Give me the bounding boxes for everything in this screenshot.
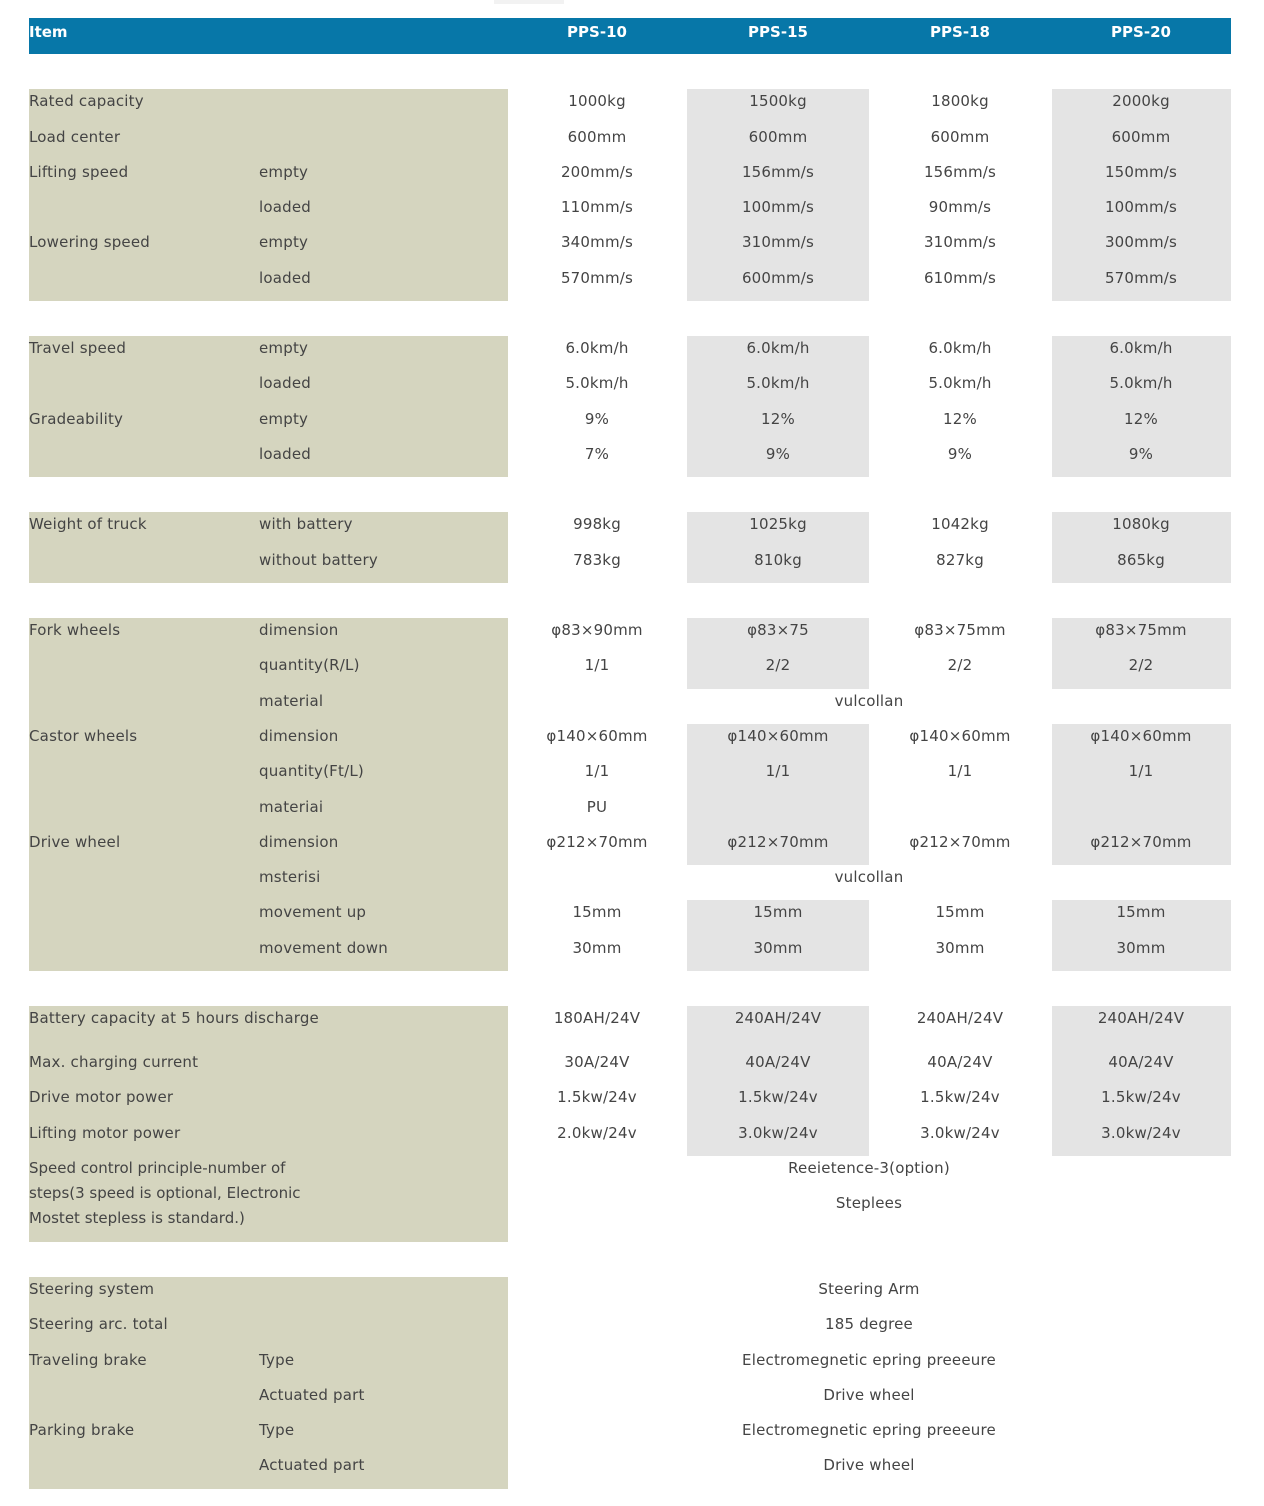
value-pps15: 100mm/s (741, 198, 815, 216)
row-sublabel: loaded (259, 445, 312, 463)
header-model-1: PPS-10 (567, 23, 627, 41)
value-pps15: 9% (765, 445, 791, 463)
row-label-line: Speed control principle-number of (29, 1159, 286, 1177)
row-sublabel: empty (259, 339, 309, 357)
row-label: Max. charging current (29, 1053, 199, 1071)
row-label (29, 1156, 301, 1231)
header-item: Item (29, 23, 68, 41)
row-label: Drive motor power (29, 1088, 174, 1106)
value-pps10: PU (586, 798, 608, 816)
value-pps18: 310mm/s (923, 233, 997, 251)
value-pps10: 1/1 (584, 762, 610, 780)
row-sublabel: Type (259, 1421, 295, 1439)
value-all-models: 185 degree (825, 1315, 913, 1333)
row-sublabel: Actuated part (259, 1386, 365, 1404)
value-pps20: 600mm (1111, 128, 1171, 146)
value-pps10: 1000kg (568, 92, 626, 110)
value-all-models: Electromegnetic epring preeeure (742, 1351, 996, 1369)
value-pps15: 810kg (754, 551, 802, 569)
row-label: Weight of truck (29, 515, 147, 533)
value-pps15: 310mm/s (741, 233, 815, 251)
value-pps18: 30mm (935, 939, 985, 957)
value-pps10: 570mm/s (560, 269, 634, 287)
value-pps20: 2000kg (1112, 92, 1170, 110)
value-pps10: 30A/24V (564, 1053, 630, 1071)
value-pps15: 6.0km/h (746, 339, 810, 357)
header-model-4: PPS-20 (1111, 23, 1171, 41)
row-label: Fork wheels (29, 621, 121, 639)
row-label: Gradeability (29, 410, 124, 428)
value-pps20: 1080kg (1112, 515, 1170, 533)
value-all-models: Drive wheel (823, 1456, 915, 1474)
row-sublabel: loaded (259, 198, 312, 216)
row-sublabel: Type (259, 1351, 295, 1369)
value-pps18: 156mm/s (923, 163, 997, 181)
row-sublabel: loaded (259, 374, 312, 392)
value-pps10: 110mm/s (560, 198, 634, 216)
value-pps10: 6.0km/h (565, 339, 629, 357)
value-all-models: Steering Arm (818, 1280, 920, 1298)
value-pps15: φ212×70mm (727, 833, 829, 851)
value-pps10: 180AH/24V (553, 1009, 641, 1027)
value-pps15: 156mm/s (741, 163, 815, 181)
value-pps15: 1.5kw/24v (738, 1088, 818, 1106)
value-pps20: 2/2 (1128, 656, 1154, 674)
row-label: Steering arc. total (29, 1315, 168, 1333)
value-pps18: 12% (943, 410, 977, 428)
value-pps15: φ140×60mm (727, 727, 829, 745)
value-pps15: 600mm/s (741, 269, 815, 287)
value-pps18: 827kg (936, 551, 984, 569)
value-pps18: 240AH/24V (916, 1009, 1004, 1027)
row-sublabel: without battery (259, 551, 378, 569)
row-sublabel: quantity(Ft/L) (259, 762, 364, 780)
value-pps20: 240AH/24V (1097, 1009, 1185, 1027)
row-sublabel: movement up (259, 903, 367, 921)
row-label-line: Mostet stepless is standard.) (29, 1209, 245, 1227)
value-pps10: 1.5kw/24v (557, 1088, 637, 1106)
value-pps18: 1.5kw/24v (920, 1088, 1000, 1106)
row-label: Lifting speed (29, 163, 129, 181)
value-pps10: 1/1 (584, 656, 610, 674)
row-label: Traveling brake (29, 1351, 147, 1369)
value-pps20: 9% (1128, 445, 1154, 463)
value-pps18: 1/1 (947, 762, 973, 780)
row-label: Castor wheels (29, 727, 138, 745)
value-pps10: 5.0km/h (565, 374, 629, 392)
row-label: Parking brake (29, 1421, 135, 1439)
row-label: Lowering speed (29, 233, 151, 251)
row-sublabel: empty (259, 163, 309, 181)
value-pps18: 1800kg (931, 92, 989, 110)
row-sublabel: materiai (259, 798, 324, 816)
value-pps10: φ212×70mm (546, 833, 648, 851)
value-pps10: 998kg (573, 515, 621, 533)
header-model-2: PPS-15 (748, 23, 808, 41)
page-top-strip (494, 0, 564, 4)
value-pps15: 240AH/24V (734, 1009, 822, 1027)
value-pps20: 570mm/s (1104, 269, 1178, 287)
value-pps15: 1500kg (749, 92, 807, 110)
value-pps20: 6.0km/h (1109, 339, 1173, 357)
value-pps18: 5.0km/h (928, 374, 992, 392)
value-pps20: 100mm/s (1104, 198, 1178, 216)
value-pps20: 1.5kw/24v (1101, 1088, 1181, 1106)
value-pps18: 90mm/s (928, 198, 992, 216)
value-pps10: 600mm (567, 128, 627, 146)
value-all-models: Electromegnetic epring preeeure (742, 1421, 996, 1439)
table-header (29, 18, 1231, 54)
value-pps18: 9% (947, 445, 973, 463)
row-sublabel: dimension (259, 621, 339, 639)
row-label: Lifting motor power (29, 1124, 181, 1142)
value-all-models: vulcollan (834, 692, 904, 710)
value-pps18: 2/2 (947, 656, 973, 674)
value-pps20: 150mm/s (1104, 163, 1178, 181)
row-label: Drive wheel (29, 833, 121, 851)
value-pps10: 30mm (572, 939, 622, 957)
value-pps15: 30mm (753, 939, 803, 957)
row-sublabel: empty (259, 233, 309, 251)
value-all-models: vulcollan (834, 868, 904, 886)
value-pps15: 1/1 (765, 762, 791, 780)
row-sublabel: movement down (259, 939, 388, 957)
row-sublabel: dimension (259, 833, 339, 851)
value-pps18: 6.0km/h (928, 339, 992, 357)
value-pps18: φ140×60mm (909, 727, 1011, 745)
value-pps20: 15mm (1116, 903, 1166, 921)
value-pps20: 12% (1124, 410, 1158, 428)
value-pps15: 5.0km/h (746, 374, 810, 392)
row-sublabel: Actuated part (259, 1456, 365, 1474)
row-label-line: steps(3 speed is optional, Electronic (29, 1184, 301, 1202)
row-label: Rated capacity (29, 92, 144, 110)
value-pps15: φ83×75 (747, 621, 809, 639)
value-all-models: Drive wheel (823, 1386, 915, 1404)
value-pps20: 30mm (1116, 939, 1166, 957)
value-pps18: φ212×70mm (909, 833, 1011, 851)
row-sublabel: loaded (259, 269, 312, 287)
value-pps10: 7% (584, 445, 610, 463)
value-pps10: 340mm/s (560, 233, 634, 251)
value-pps15: 12% (761, 410, 795, 428)
row-sublabel: quantity(R/L) (259, 656, 360, 674)
value-pps10: φ83×90mm (551, 621, 643, 639)
value-pps18: 600mm (930, 128, 990, 146)
value-pps20: 300mm/s (1104, 233, 1178, 251)
value-pps10: 783kg (573, 551, 621, 569)
row-sublabel: empty (259, 410, 309, 428)
value-pps18: 40A/24V (927, 1053, 993, 1071)
value-all-models: Steplees (835, 1194, 903, 1212)
value-pps10: φ140×60mm (546, 727, 648, 745)
value-pps20: φ212×70mm (1090, 833, 1192, 851)
value-pps20: 1/1 (1128, 762, 1154, 780)
value-pps18: 3.0kw/24v (920, 1124, 1000, 1142)
row-sublabel: with battery (259, 515, 353, 533)
row-label: Battery capacity at 5 hours discharge (29, 1009, 319, 1027)
value-pps20: φ140×60mm (1090, 727, 1192, 745)
value-pps20: 865kg (1117, 551, 1165, 569)
row-label: Steering system (29, 1280, 155, 1298)
header-model-3: PPS-18 (930, 23, 990, 41)
value-pps10: 2.0kw/24v (557, 1124, 637, 1142)
value-pps10: 15mm (572, 903, 622, 921)
value-pps20: 3.0kw/24v (1101, 1124, 1181, 1142)
value-pps15: 3.0kw/24v (738, 1124, 818, 1142)
value-pps18: φ83×75mm (914, 621, 1006, 639)
row-label: Travel speed (29, 339, 127, 357)
value-pps18: 610mm/s (923, 269, 997, 287)
value-pps20: 5.0km/h (1109, 374, 1173, 392)
value-pps18: 15mm (935, 903, 985, 921)
value-pps10: 9% (584, 410, 610, 428)
value-pps15: 2/2 (765, 656, 791, 674)
value-pps15: 40A/24V (745, 1053, 811, 1071)
value-pps20: φ83×75mm (1095, 621, 1187, 639)
row-label: Load center (29, 128, 121, 146)
row-sublabel: material (259, 692, 324, 710)
value-pps10: 200mm/s (560, 163, 634, 181)
value-all-models: Reeietence-3(option) (788, 1159, 950, 1177)
row-sublabel: msterisi (259, 868, 321, 886)
row-sublabel: dimension (259, 727, 339, 745)
value-pps18: 1042kg (931, 515, 989, 533)
value-pps15: 600mm (748, 128, 808, 146)
value-pps20: 40A/24V (1108, 1053, 1174, 1071)
value-pps15: 1025kg (749, 515, 807, 533)
value-pps15: 15mm (753, 903, 803, 921)
